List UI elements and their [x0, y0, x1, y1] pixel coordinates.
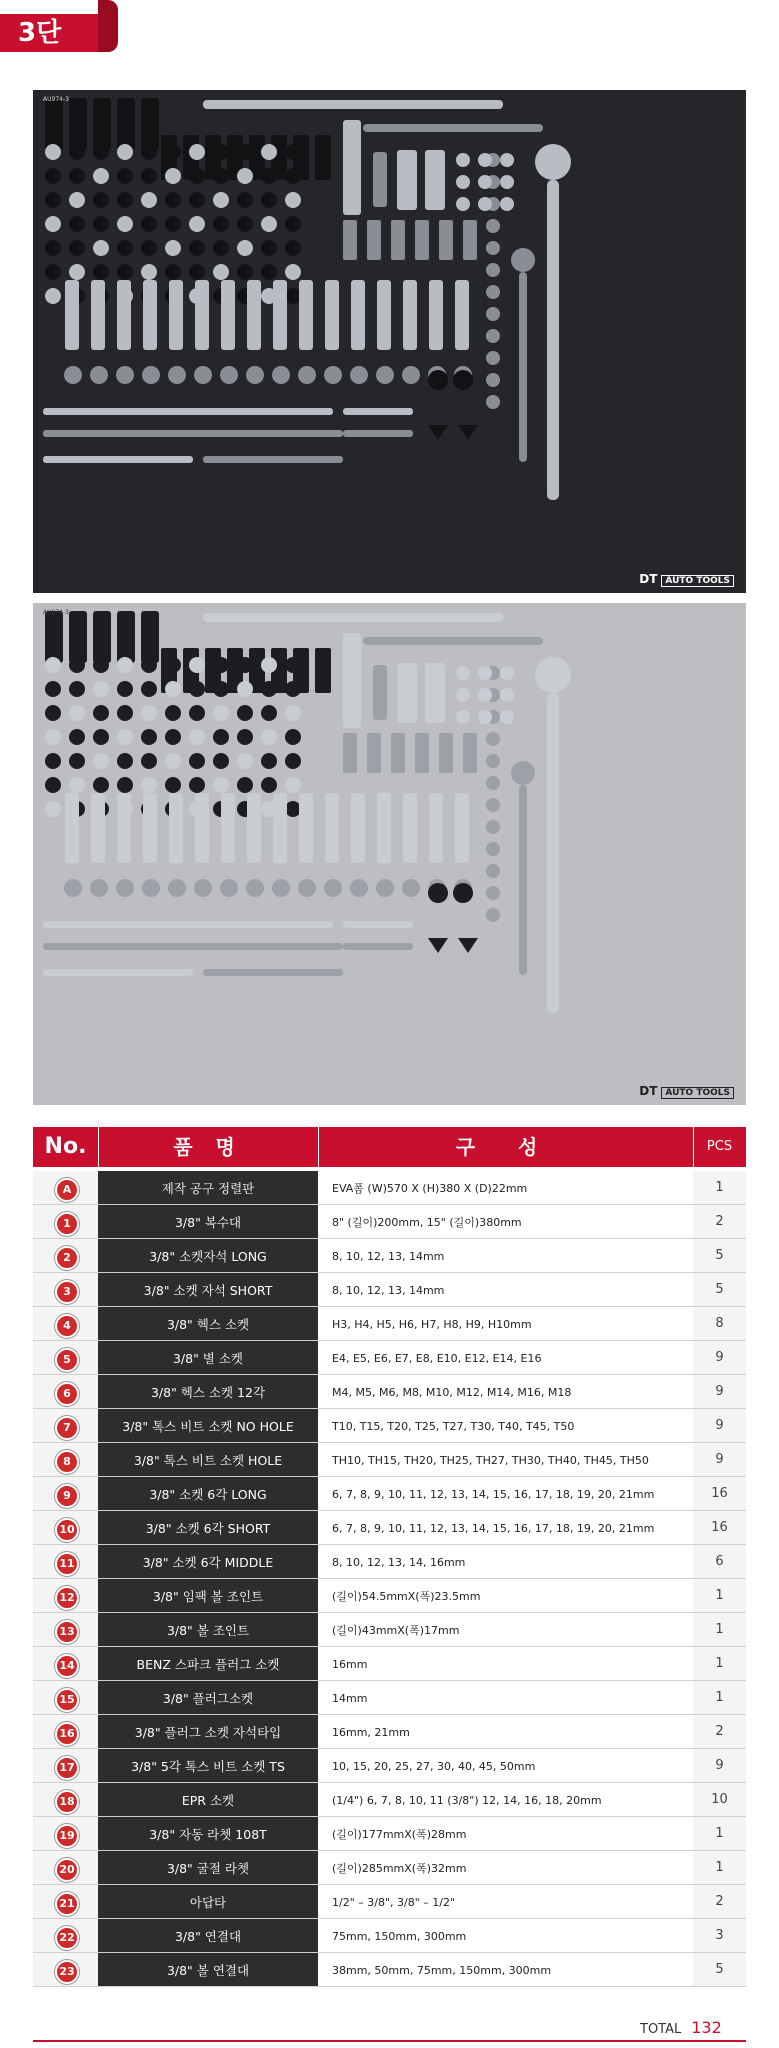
- item-pcs: 10: [693, 1783, 746, 1817]
- tier-tab: [0, 0, 112, 58]
- total-label: TOTAL: [640, 2022, 682, 2037]
- item-number-badge: 21: [55, 1892, 79, 1916]
- table-row: [33, 1783, 746, 1817]
- item-name: 3/8" 굴절 라쳇: [98, 1851, 318, 1885]
- table-row: [33, 1273, 746, 1307]
- item-name: 아답타: [98, 1885, 318, 1919]
- tool-tray-graphic: [33, 90, 746, 593]
- item-name: 3/8" 톡스 비트 소켓 NO HOLE: [98, 1409, 318, 1443]
- row-no-cell: [33, 1817, 98, 1851]
- item-composition: (길이)285mmX(폭)32mm: [318, 1851, 693, 1885]
- table-header: [33, 1127, 746, 1167]
- row-no-cell: [33, 1919, 98, 1953]
- item-pcs: 9: [693, 1409, 746, 1443]
- table-row: [33, 1715, 746, 1749]
- item-pcs: 1: [693, 1681, 746, 1715]
- row-no-cell: [33, 1613, 98, 1647]
- row-no-cell: [33, 1273, 98, 1307]
- item-composition: (길이)54.5mmX(폭)23.5mm: [318, 1579, 693, 1613]
- item-name: BENZ 스파크 플러그 소켓: [98, 1647, 318, 1681]
- item-number-badge: 19: [55, 1824, 79, 1848]
- item-name: 3/8" 연결대: [98, 1919, 318, 1953]
- item-name: 3/8" 톡스 비트 소켓 HOLE: [98, 1443, 318, 1477]
- table-row: [33, 1749, 746, 1783]
- item-number-badge: 4: [55, 1314, 79, 1338]
- item-composition: TH10, TH15, TH20, TH25, TH27, TH30, TH40, TH45, TH50: [318, 1443, 693, 1477]
- header-pcs: PCS: [706, 1139, 733, 1154]
- item-number-badge: 23: [55, 1960, 79, 1984]
- brand-logo: [639, 572, 734, 587]
- item-number-badge: 10: [55, 1518, 79, 1542]
- item-number-badge: 5: [55, 1348, 79, 1372]
- tool-tray-photo-numbered: [33, 603, 746, 1105]
- item-pcs: 6: [693, 1545, 746, 1579]
- item-composition: 38mm, 50mm, 75mm, 150mm, 300mm: [318, 1953, 693, 1987]
- brand-mark: DT: [639, 1084, 658, 1098]
- item-composition: M4, M5, M6, M8, M10, M12, M14, M16, M18: [318, 1375, 693, 1409]
- item-number-badge: 7: [55, 1416, 79, 1440]
- item-number-badge: 11: [55, 1552, 79, 1576]
- row-no-cell: [33, 1579, 98, 1613]
- table-row: [33, 1579, 746, 1613]
- item-pcs: 5: [693, 1273, 746, 1307]
- item-number-badge: 22: [55, 1926, 79, 1950]
- item-name: 3/8" 자동 라쳇 108T: [98, 1817, 318, 1851]
- item-number-badge: 9: [55, 1484, 79, 1508]
- table-row: [33, 1409, 746, 1443]
- table-row: [33, 1511, 746, 1545]
- item-number-badge: 1: [55, 1212, 79, 1236]
- row-no-cell: [33, 1171, 98, 1205]
- item-composition: T10, T15, T20, T25, T27, T30, T40, T45, T50: [318, 1409, 693, 1443]
- table-row: [33, 1885, 746, 1919]
- row-no-cell: [33, 1885, 98, 1919]
- item-number-badge: 20: [55, 1858, 79, 1882]
- item-pcs: 1: [693, 1817, 746, 1851]
- item-number-badge: 17: [55, 1756, 79, 1780]
- item-composition: 8, 10, 12, 13, 14mm: [318, 1239, 693, 1273]
- total-value: 132: [691, 2018, 722, 2037]
- brand-name: AUTO TOOLS: [661, 1087, 734, 1099]
- tool-tray-photo-dark: [33, 90, 746, 593]
- tool-tray-graphic: [33, 603, 746, 1105]
- row-no-cell: [33, 1545, 98, 1579]
- row-no-cell: [33, 1307, 98, 1341]
- item-pcs: 16: [693, 1477, 746, 1511]
- item-number-badge: 12: [55, 1586, 79, 1610]
- item-number-badge: 8: [55, 1450, 79, 1474]
- item-pcs: 9: [693, 1443, 746, 1477]
- table-row: [33, 1919, 746, 1953]
- brand-mark: DT: [639, 572, 658, 586]
- item-composition: (1/4") 6, 7, 8, 10, 11 (3/8") 12, 14, 16, 18, 20mm: [318, 1783, 693, 1817]
- row-divider: [33, 1986, 746, 1987]
- item-name: 3/8" 소켓 6각 SHORT: [98, 1511, 318, 1545]
- item-name: 3/8" 소켓자석 LONG: [98, 1239, 318, 1273]
- item-name: 3/8" 헥스 소켓 12각: [98, 1375, 318, 1409]
- table-row: [33, 1545, 746, 1579]
- item-composition: 1/2" – 3/8", 3/8" – 1/2": [318, 1885, 693, 1919]
- item-pcs: 2: [693, 1715, 746, 1749]
- tier-fold: [98, 0, 118, 52]
- item-number-badge: 2: [55, 1246, 79, 1270]
- header-composition: 구 성: [455, 1135, 556, 1159]
- item-composition: 8" (길이)200mm, 15" (길이)380mm: [318, 1205, 693, 1239]
- row-no-cell: [33, 1477, 98, 1511]
- item-name: 3/8" 플러그 소켓 자석타입: [98, 1715, 318, 1749]
- table-row: [33, 1817, 746, 1851]
- table-row: [33, 1239, 746, 1273]
- item-composition: (길이)177mmX(폭)28mm: [318, 1817, 693, 1851]
- header-name: 품 명: [173, 1135, 243, 1159]
- row-no-cell: [33, 1205, 98, 1239]
- item-name: 3/8" 헥스 소켓: [98, 1307, 318, 1341]
- item-number-badge: 18: [55, 1790, 79, 1814]
- item-name: 3/8" 볼 조인트: [98, 1613, 318, 1647]
- item-pcs: 1: [693, 1851, 746, 1885]
- row-no-cell: [33, 1783, 98, 1817]
- table-row: [33, 1341, 746, 1375]
- row-no-cell: [33, 1341, 98, 1375]
- item-pcs: 5: [693, 1239, 746, 1273]
- item-name: 3/8" 소켓 6각 MIDDLE: [98, 1545, 318, 1579]
- item-name: EPR 소켓: [98, 1783, 318, 1817]
- table-row: [33, 1681, 746, 1715]
- item-number-badge: 3: [55, 1280, 79, 1304]
- header-no: No.: [44, 1134, 87, 1159]
- item-number-badge: 6: [55, 1382, 79, 1406]
- table-row: [33, 1647, 746, 1681]
- table-row: [33, 1851, 746, 1885]
- item-composition: 10, 15, 20, 25, 27, 30, 40, 45, 50mm: [318, 1749, 693, 1783]
- brand-name: AUTO TOOLS: [661, 575, 734, 587]
- table-row: [33, 1613, 746, 1647]
- item-composition: 8, 10, 12, 13, 14, 16mm: [318, 1545, 693, 1579]
- item-composition: 6, 7, 8, 9, 10, 11, 12, 13, 14, 15, 16, 17, 18, 19, 20, 21mm: [318, 1511, 693, 1545]
- table-row: [33, 1443, 746, 1477]
- row-no-cell: [33, 1715, 98, 1749]
- bottom-rule: [33, 2040, 746, 2042]
- item-composition: E4, E5, E6, E7, E8, E10, E12, E14, E16: [318, 1341, 693, 1375]
- item-name: 3/8" 복수대: [98, 1205, 318, 1239]
- table-row: [33, 1375, 746, 1409]
- table-row: [33, 1953, 746, 1987]
- item-name: 3/8" 소켓 자석 SHORT: [98, 1273, 318, 1307]
- item-number-badge: 13: [55, 1620, 79, 1644]
- table-row: [33, 1477, 746, 1511]
- row-no-cell: [33, 1681, 98, 1715]
- item-pcs: 1: [693, 1613, 746, 1647]
- item-composition: 6, 7, 8, 9, 10, 11, 12, 13, 14, 15, 16, 17, 18, 19, 20, 21mm: [318, 1477, 693, 1511]
- item-pcs: 9: [693, 1341, 746, 1375]
- item-pcs: 9: [693, 1375, 746, 1409]
- item-composition: 14mm: [318, 1681, 693, 1715]
- table-row: [33, 1171, 746, 1205]
- total: [640, 2018, 722, 2037]
- item-pcs: 1: [693, 1647, 746, 1681]
- item-name: 3/8" 별 소켓: [98, 1341, 318, 1375]
- row-no-cell: [33, 1511, 98, 1545]
- item-pcs: 16: [693, 1511, 746, 1545]
- item-pcs: 2: [693, 1885, 746, 1919]
- item-number-badge: 14: [55, 1654, 79, 1678]
- item-composition: 75mm, 150mm, 300mm: [318, 1919, 693, 1953]
- item-composition: 16mm: [318, 1647, 693, 1681]
- item-pcs: 8: [693, 1307, 746, 1341]
- item-composition: EVA폼 (W)570 X (H)380 X (D)22mm: [318, 1171, 693, 1205]
- item-name: 3/8" 볼 연결대: [98, 1953, 318, 1987]
- panel-code: AU974-3: [43, 96, 69, 103]
- row-no-cell: [33, 1409, 98, 1443]
- tier-label: 3단: [18, 18, 62, 48]
- item-pcs: 1: [693, 1579, 746, 1613]
- row-no-cell: [33, 1443, 98, 1477]
- item-pcs: 3: [693, 1919, 746, 1953]
- item-pcs: 1: [693, 1171, 746, 1205]
- item-name: 제작 공구 정렬판: [98, 1171, 318, 1205]
- item-number-badge: 16: [55, 1722, 79, 1746]
- row-no-cell: [33, 1239, 98, 1273]
- item-pcs: 9: [693, 1749, 746, 1783]
- item-pcs: 2: [693, 1205, 746, 1239]
- row-no-cell: [33, 1647, 98, 1681]
- table-row: [33, 1205, 746, 1239]
- item-composition: 8, 10, 12, 13, 14mm: [318, 1273, 693, 1307]
- row-no-cell: [33, 1953, 98, 1987]
- item-name: 3/8" 플러그소켓: [98, 1681, 318, 1715]
- brand-logo: [639, 1084, 734, 1099]
- item-number-badge: 15: [55, 1688, 79, 1712]
- item-composition: 16mm, 21mm: [318, 1715, 693, 1749]
- row-no-cell: [33, 1375, 98, 1409]
- item-name: 3/8" 임팩 볼 조인트: [98, 1579, 318, 1613]
- item-composition: (길이)43mmX(폭)17mm: [318, 1613, 693, 1647]
- table-row: [33, 1307, 746, 1341]
- row-no-cell: [33, 1851, 98, 1885]
- item-pcs: 5: [693, 1953, 746, 1987]
- item-number-badge: A: [55, 1178, 79, 1202]
- item-composition: H3, H4, H5, H6, H7, H8, H9, H10mm: [318, 1307, 693, 1341]
- row-no-cell: [33, 1749, 98, 1783]
- panel-code: AU974-3: [43, 609, 69, 616]
- item-name: 3/8" 5각 톡스 비트 소켓 TS: [98, 1749, 318, 1783]
- item-name: 3/8" 소켓 6각 LONG: [98, 1477, 318, 1511]
